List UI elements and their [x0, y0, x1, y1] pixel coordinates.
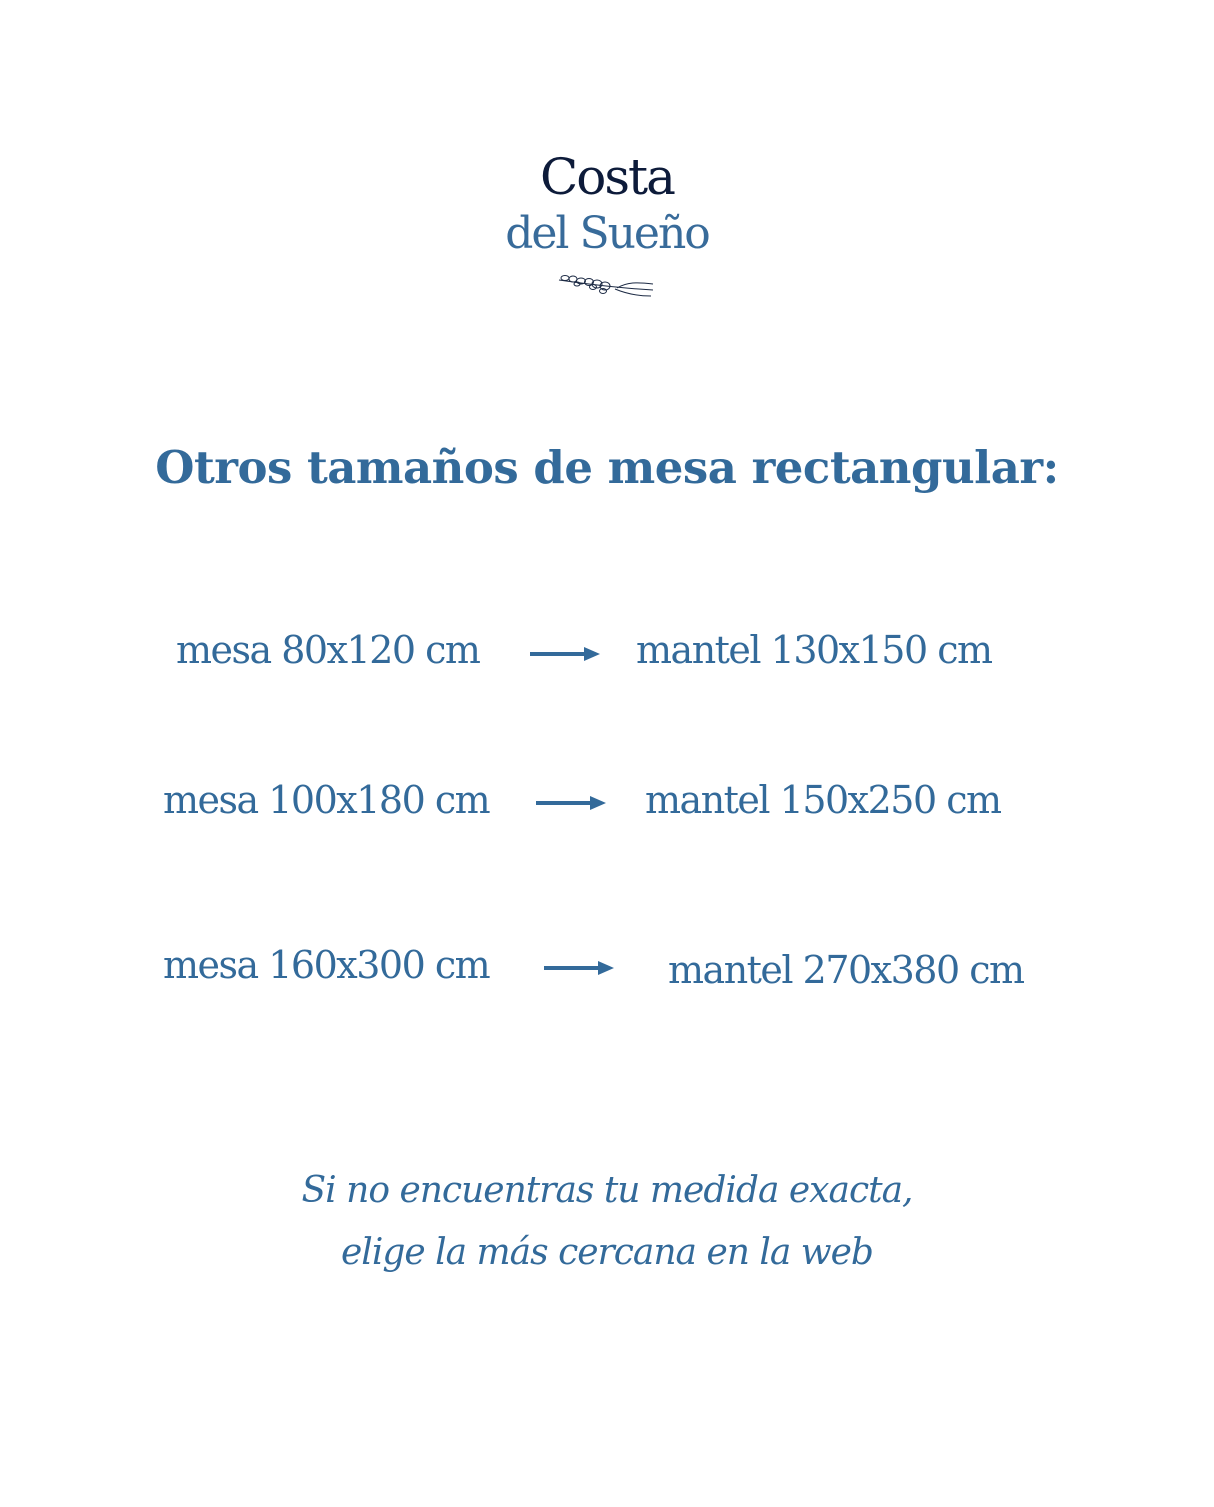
size-note: [0, 1160, 1214, 1284]
brand-logo: [0, 140, 1214, 300]
logo-wordmark-costa: Costa: [540, 148, 674, 206]
right-arrow-icon: [544, 960, 614, 976]
tablecloth-size-3: mantel 270x380 cm: [668, 948, 1024, 992]
tablecloth-size-1: mantel 130x150 cm: [636, 628, 992, 672]
table-size-3: mesa 160x300 cm: [163, 943, 490, 987]
note-line-1: Si no encuentras tu medida exacta,: [301, 1170, 913, 1211]
table-size-1: mesa 80x120 cm: [176, 628, 480, 672]
logo-wordmark-del-sueno: del Sueño: [505, 208, 709, 259]
right-arrow-icon: [530, 646, 600, 662]
tablecloth-size-2: mantel 150x250 cm: [645, 778, 1001, 822]
lavender-sprig-icon: [557, 270, 657, 300]
table-size-2: mesa 100x180 cm: [163, 778, 490, 822]
right-arrow-icon: [536, 795, 606, 811]
page-title: Otros tamaños de mesa rectangular:: [155, 441, 1059, 494]
note-line-2: elige la más cercana en la web: [341, 1232, 873, 1273]
